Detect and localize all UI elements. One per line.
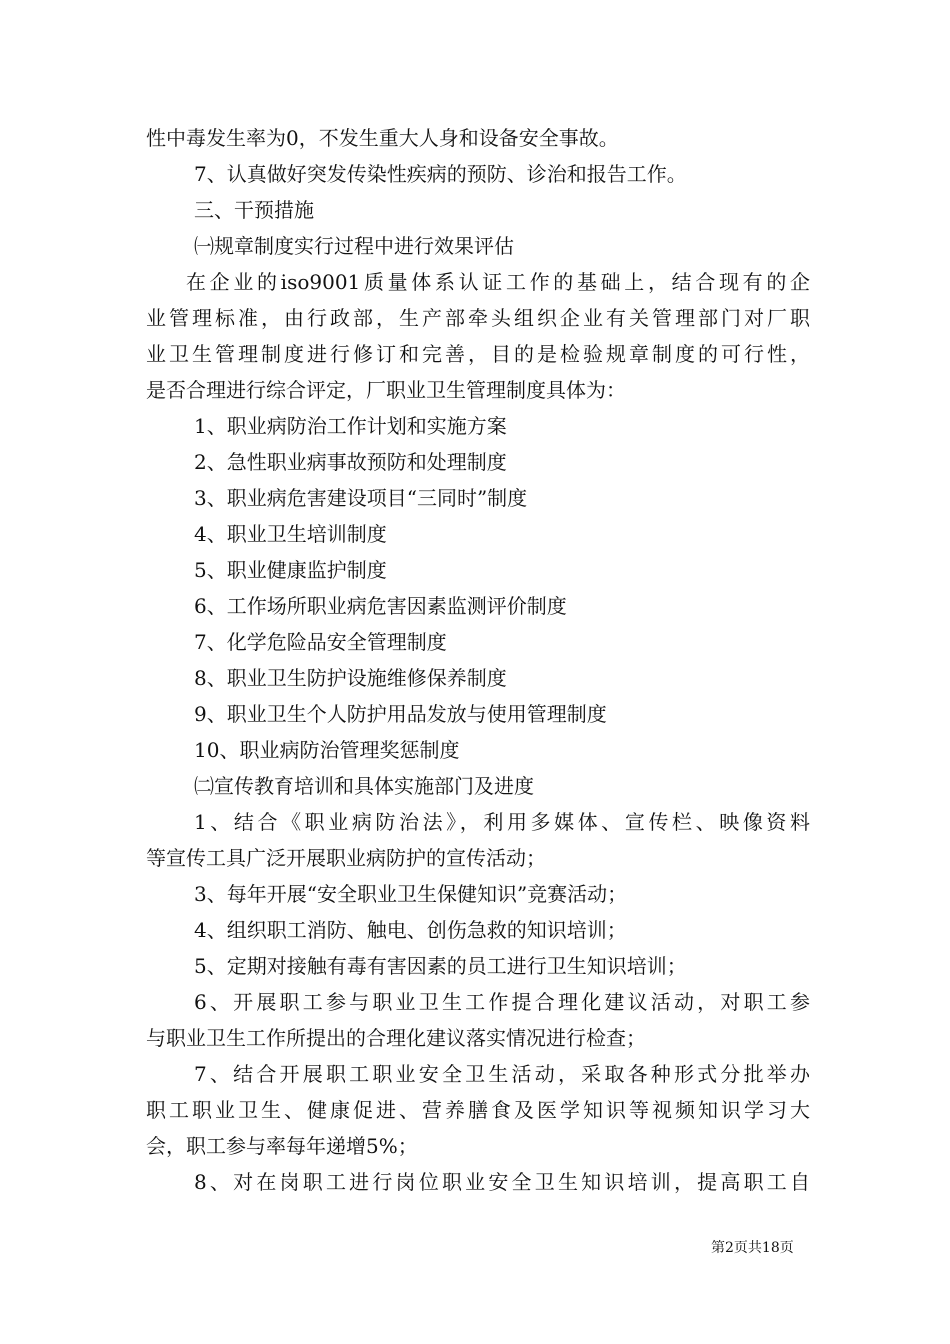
text-line: 6、开展职工参与职业卫生工作提合理化建议活动，对职工参	[194, 990, 810, 1014]
text-line: 9、职业卫生个人防护用品发放与使用管理制度	[194, 702, 607, 726]
text-line: 7、结合开展职工职业安全卫生活动，采取各种形式分批举办	[194, 1062, 810, 1086]
text-line: 8、对在岗职工进行岗位职业安全卫生知识培训，提高职工自	[194, 1170, 810, 1194]
text-line: ㈡宣传教育培训和具体实施部门及进度	[194, 774, 534, 798]
text-line: 在企业的iso9001质量体系认证工作的基础上，结合现有的企	[186, 270, 810, 294]
text-line: 5、职业健康监护制度	[194, 558, 387, 582]
text-line: 业管理标准，由行政部，生产部牵头组织企业有关管理部门对厂职	[146, 306, 810, 330]
text-line: 5、定期对接触有毒有害因素的员工进行卫生知识培训；	[194, 954, 687, 978]
text-line: ㈠规章制度实行过程中进行效果评估	[194, 234, 514, 258]
text-line: 3、每年开展“安全职业卫生保健知识”竞赛活动；	[194, 882, 628, 906]
text-line: 业卫生管理制度进行修订和完善，目的是检验规章制度的可行性，	[146, 342, 810, 366]
text-line: 7、认真做好突发传染性疾病的预防、诊治和报告工作。	[194, 162, 687, 186]
page-number: 第2页共18页	[711, 1240, 794, 1256]
text-line: 会，职工参与率每年递增5%；	[146, 1134, 418, 1158]
text-line: 10、职业病防治管理奖惩制度	[194, 738, 460, 762]
text-line: 性中毒发生率为0，不发生重大人身和设备安全事故。	[146, 126, 619, 150]
text-line: 与职业卫生工作所提出的合理化建议落实情况进行检查；	[146, 1026, 646, 1050]
text-line: 等宣传工具广泛开展职业病防护的宣传活动；	[146, 846, 546, 870]
text-line: 1、结合《职业病防治法》，利用多媒体、宣传栏、映像资料	[194, 810, 810, 834]
text-line: 4、组织职工消防、触电、创伤急救的知识培训；	[194, 918, 627, 942]
text-line: 7、化学危险品安全管理制度	[194, 630, 447, 654]
text-line: 2、急性职业病事故预防和处理制度	[194, 450, 507, 474]
text-line: 4、职业卫生培训制度	[194, 522, 387, 546]
text-line: 三、干预措施	[194, 198, 314, 222]
text-line: 6、工作场所职业病危害因素监测评价制度	[194, 594, 567, 618]
document-body	[146, 120, 810, 1200]
text-line: 是否合理进行综合评定，厂职业卫生管理制度具体为：	[146, 378, 626, 402]
text-line: 8、职业卫生防护设施维修保养制度	[194, 666, 507, 690]
text-line: 3、职业病危害建设项目“三同时”制度	[194, 486, 528, 510]
text-line: 1、职业病防治工作计划和实施方案	[194, 414, 507, 438]
text-line: 职工职业卫生、健康促进、营养膳食及医学知识等视频知识学习大	[146, 1098, 810, 1122]
